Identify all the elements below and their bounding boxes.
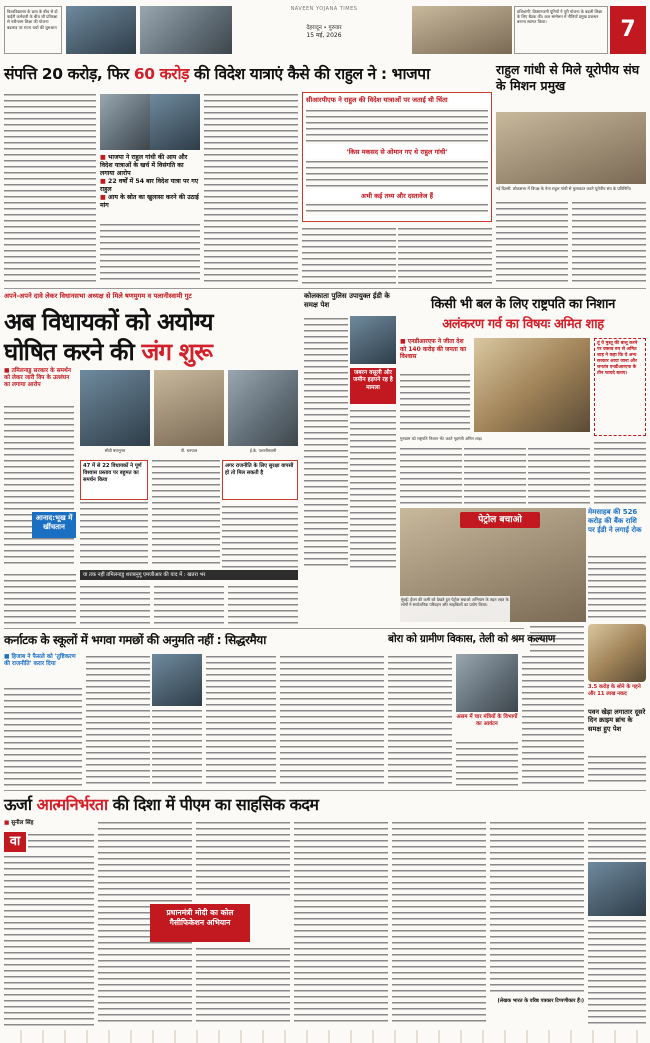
story1-headline — [4, 64, 486, 88]
quote1-text: 47 में से 22 विधायकों ने पूर्ण विश्वास प्रस्ताव पर बहुमत का समर्थन किया — [83, 463, 142, 483]
masthead — [236, 6, 412, 54]
story1-body-col4 — [302, 226, 396, 284]
story11-headline-b: की दिशा में पीएम का साहसिक कदम — [107, 795, 319, 814]
story3-body-bottom-4 — [228, 584, 298, 624]
story8-body-col2 — [86, 654, 150, 786]
divider-2 — [4, 628, 524, 629]
story1-headline-b: की विदेश यात्राएं कैसे की राहुल ने : भाजपा — [189, 65, 430, 83]
page-number: 7 — [620, 17, 636, 42]
story5-body-col1 — [400, 372, 470, 434]
box-body-3 — [306, 202, 488, 216]
story5-body-col2 — [400, 446, 462, 506]
photo-palaniswami — [228, 370, 298, 446]
story2-body-col2 — [572, 200, 646, 284]
story5-sub1: ■ एनडीआरएफ ने जीता देश को 140 करोड़ की जनता का विश्वास — [400, 338, 467, 361]
story7-body — [588, 554, 646, 622]
story8-photo — [152, 654, 202, 706]
story11-body-col4 — [294, 820, 388, 1026]
byline-text: सुनील सिंह — [11, 820, 34, 826]
story11-body-col3 — [196, 820, 290, 900]
story1-photo-bjp — [100, 94, 150, 150]
story8-sub-text: हिजाब ने फैसले को 'तुष्टिकरण की राजनीति' करार दिया — [4, 654, 76, 668]
story5-photo — [474, 338, 590, 432]
story9-body-col1 — [388, 654, 452, 786]
page-number-badge — [610, 6, 646, 54]
teaser-text: विश्वविद्यालय के छात्र के बीच से दो वाईटी कर्मचारी के बीच जी प्रतिरक्षा से नवीनतम शिक्षा की योजना बदलाव पर राज्य चर्चा की शुरुआत — [7, 9, 58, 30]
story4-body-1 — [304, 316, 348, 568]
story3-kicker: अपने-अपने दावे लेकर विधानसभा अध्यक्ष से मिले षणमुगम व पलानीस्वामी गुट — [4, 292, 192, 300]
story11-author-note: (लेखक भारत के वरिष्ठ पत्रकार टिप्पणीकार हैं।) — [497, 998, 584, 1004]
story2-caption: नई दिल्ली: लोकसभा में विपक्ष के नेता राहुल गांधी से मुलाकात करते यूरोपीय संघ के प्रतिनिधि। — [496, 186, 632, 191]
story7-photo-caption: 3.5 करोड़ के सोने के गहने और 11 लाख नकद — [588, 684, 641, 697]
bullet-3: ■ आय के स्रोत का खुलासा करने की उठाई मांग — [100, 194, 199, 209]
story4-photo — [350, 316, 396, 364]
story3-body-bottom-1 — [4, 572, 76, 624]
story3-subhead: ■ तमिलनाडु सरकार के समर्थन को लेकर जारी विप के उल्लंघन का लगाया आरोप — [4, 368, 71, 389]
story11-body-col1a — [28, 832, 94, 852]
story3-quote2 — [222, 460, 298, 500]
photo-name-3: ई.के. पलानीस्वामी — [249, 448, 277, 453]
story9-body-col3 — [522, 654, 584, 786]
story1-headline-a: संपत्ति 20 करोड़, फिर — [4, 65, 134, 83]
story5-sidebox-text: तूं ये मुश्तू की बात्तू करने पर वक्तव रुप से अमित शाह ने कहा कि ये अन्य सरकार आया जाना और जनतंत्र एनडीआरएफ के तीन फायदे बताए। — [597, 341, 638, 376]
story9-photo-caption: असम में चार मंत्रियों के विभागों का आवंटन — [456, 714, 518, 727]
story3-ribbon — [80, 570, 298, 580]
story5-caption: गुरुग्राम को राष्ट्रपति निशान भेंट करते गृहमंत्री अमित शाह। — [400, 436, 483, 441]
photo-dhanpal — [154, 370, 224, 446]
story11-dropcap: वा — [4, 832, 26, 852]
date-line: देहरादून • गुरुवार — [306, 24, 342, 31]
story11-body-col3b — [196, 946, 290, 1026]
story9-headline: बोरा को ग्रामीण विकास, तेली को श्रम कल्याण — [388, 633, 555, 645]
story10-body-cont2 — [588, 918, 646, 1026]
story2-headline: राहुल गांधी से मिले यूरोपीय संघ के मिशन प्रमुख — [496, 62, 640, 93]
story8-body-col3 — [152, 708, 202, 786]
story11-inset-text: प्रधानमंत्री मोदी का कोल गैसीफिकेशन अभियान — [166, 908, 234, 927]
top-right-teaser — [514, 6, 608, 54]
bullet-1: ■ भाजपा ने राहुल गांधी की आय और विदेश यात्राओं के खर्च में विसंगति का लगाया आरोप — [100, 154, 188, 177]
story11-byline: ■ सुनील सिंह — [4, 820, 34, 826]
story8-body-col4 — [206, 654, 276, 786]
story4-headline: कोलकाता पुलिस उपायुक्त ईडी के समक्ष पेश — [304, 292, 390, 309]
story11-headline — [4, 794, 584, 818]
story8-sub: ■ हिजाब ने फैसले को 'तुष्टिकरण की राजनीति' करार दिया — [4, 654, 76, 668]
story6-banner-text: पेट्रोल बचाओ — [478, 515, 522, 525]
story1-side-box — [302, 92, 492, 222]
masthead-title: NAVEEN YOJANA TIMES — [290, 6, 358, 12]
top-left-teaser — [4, 6, 62, 54]
story10-body — [588, 754, 646, 786]
story9-body-col2 — [456, 740, 518, 786]
photo-shanmugam — [80, 370, 150, 446]
story3-inset-text: आनाद:भूख में खींचतान — [35, 514, 73, 531]
story3-body-col3 — [152, 458, 220, 568]
story8-body-col1 — [4, 686, 82, 786]
story3-headline-2a: घोषित करने की — [4, 338, 142, 366]
story3-headline-2b: जंग शुरू — [141, 338, 213, 366]
story11-body-col5 — [392, 820, 486, 1026]
story11-headline-a: ऊर्जा — [4, 795, 37, 814]
divider-1 — [4, 288, 646, 289]
box-sub-title-2: अभी कई तथ्य और दस्तावेज हैं — [360, 191, 434, 200]
bullet-2: ■ 22 वर्षों में 54 बार विदेश यात्रा पर गए राहुल — [100, 178, 199, 193]
header-photo-crowd — [140, 6, 232, 54]
story2-body-col1 — [496, 200, 568, 284]
story3-body-col4 — [222, 504, 298, 568]
story3-body-bottom-3 — [154, 584, 224, 624]
box-title: सीआरपीएफ ने राहुल की विदेश यात्राओं पर जताई थी चिंता — [306, 96, 448, 104]
story3-headline-2 — [4, 336, 304, 366]
story1-body-col5 — [398, 226, 492, 284]
footer-strip — [0, 1030, 650, 1043]
story3-body-col1 — [4, 404, 74, 568]
date: 15 मई, 2026 — [306, 32, 342, 40]
box-body-1 — [306, 108, 488, 144]
teaser-photo — [66, 6, 136, 54]
story8-body-col5 — [280, 654, 384, 786]
story1-bullets — [100, 154, 200, 209]
story1-headline-highlight: 60 करोड़ — [133, 65, 190, 83]
photo-name-1: सीवी षणमुगम — [104, 448, 126, 453]
story5-sub1-text: एनडीआरएफ ने जीता देश को 140 करोड़ की जनता का विश्वास — [400, 338, 467, 361]
story4-inset — [350, 368, 396, 404]
box-body-2 — [306, 159, 488, 189]
quote2-text: अगर राजनीति के लिए सुरक्षा वापसी हो तो मिल सकती है — [225, 463, 294, 476]
story3-quote1 — [80, 460, 148, 500]
story9-photo — [456, 654, 518, 712]
story11-body-col6 — [490, 820, 584, 996]
story7-headline: मेमसाहब की 526 करोड़ की बैंक राशि पर ईडी ने लगाई रोक — [588, 508, 642, 534]
story2-photo — [496, 112, 646, 184]
story11-body-col1 — [4, 854, 94, 1026]
story5-headline-1: किसी भी बल के लिए राष्ट्रपति का निशान — [431, 297, 615, 312]
story4-body-2 — [350, 408, 396, 568]
divider-3 — [4, 790, 646, 791]
story11-inset — [150, 904, 250, 942]
story1-body-col3 — [204, 92, 298, 284]
story5-headline-2: अलंकरण गर्व का विषयः अमित शाह — [442, 317, 604, 332]
box-sub-title: 'किस मकसद से ओमान गए थे राहुल गांधी' — [346, 147, 448, 156]
story10-body-cont — [588, 820, 646, 860]
story8-headline: कर्नाटक के स्कूलों में भगवा गमछों की अनुमति नहीं : सिद्धरमैया — [4, 633, 266, 647]
story5-body-col4 — [528, 446, 590, 506]
story6-caption: मुंबई: ईंधन की कमी को देखते हुए पेट्रोल बचाओ अभियान के तहत शहर के लोगों ने सार्वजनिक परिवहन और साइकिलों का प्रयोग किया। — [400, 596, 510, 622]
story3-inset — [32, 512, 76, 538]
story1-body-col2 — [100, 222, 200, 284]
story5-body-col5 — [594, 440, 646, 506]
story10-headline: पवन खेड़ा लगातार दूसरे दिन क्राइम ब्रांच के समक्ष हुए पेश — [588, 708, 646, 733]
story6-banner — [460, 512, 540, 528]
story1-photo-rahul — [150, 94, 200, 150]
story4-inset-text: जबरन वसूली और जमीन हड़पने रह है मामला — [353, 370, 393, 391]
story7-photo-gold — [588, 624, 646, 682]
photo-name-2: पी. धनपाल — [180, 448, 198, 453]
story11-headline-highlight: आत्मनिर्भरता — [36, 795, 108, 814]
teaser-text-right: प्रशिक्षणी: किसानजनी यूनियों ने पूरी योजना के बदली शिक्षा के लिए बैठक की। कल सम्मेलन में नीतियाँ प्रमुख प्रबन्धन बनाना स्वागत किया। — [517, 9, 603, 25]
story1-body-col1 — [4, 92, 96, 284]
story3-headline-1: अब विधायकों को अयोग्य — [4, 308, 213, 336]
story10-photo — [588, 862, 646, 916]
story3-ribbon-text: या तक नहीं तमिलनाडु शराबनुगू एमजीआर की याद में : खतरा भर — [83, 572, 206, 578]
story5-sidebox — [594, 338, 646, 436]
header-photo-right — [412, 6, 512, 54]
story5-body-col3 — [464, 446, 526, 506]
story3-subhead-text: तमिलनाडु सरकार के समर्थन को लेकर जारी विप के उल्लंघन का लगाया आरोप — [4, 368, 71, 389]
story3-body-bottom-2 — [80, 584, 150, 624]
